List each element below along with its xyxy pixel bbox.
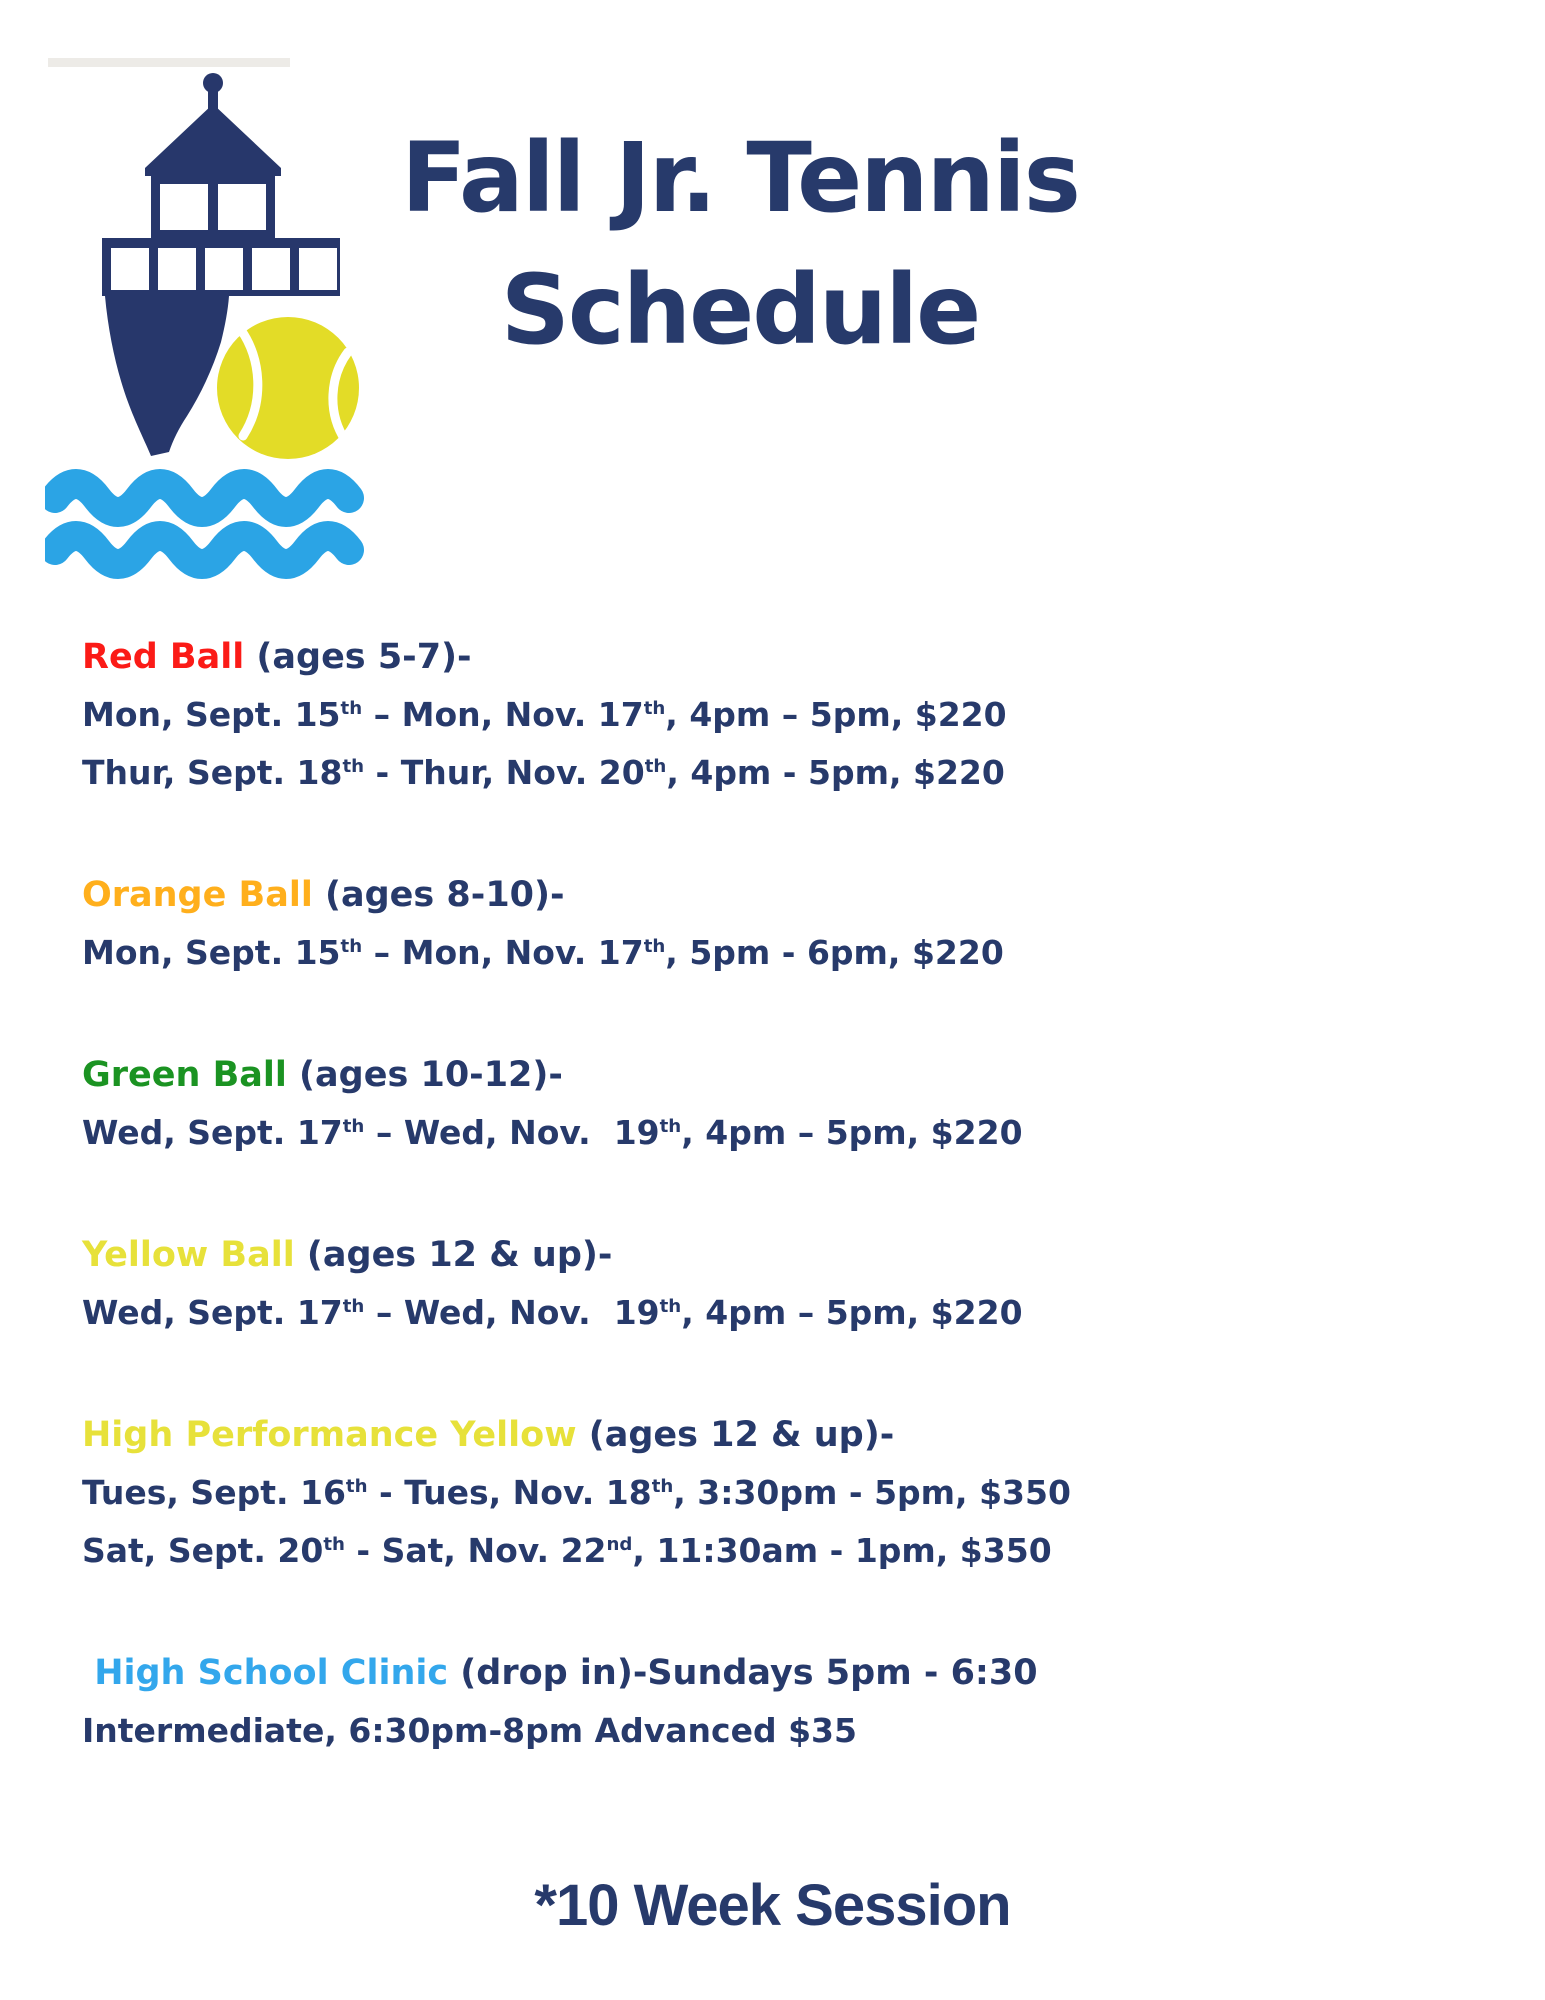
section-label: Green Ball	[82, 1055, 287, 1095]
section-red-ball	[82, 628, 1502, 802]
section-ages: (ages 8-10)-	[312, 875, 565, 915]
section-orange-ball	[82, 866, 1502, 982]
section-header	[82, 1046, 1502, 1104]
section-header	[82, 1226, 1502, 1284]
ordinal-superscript: th	[340, 698, 363, 719]
section-header	[82, 1406, 1502, 1464]
section-label: Yellow Ball	[82, 1235, 295, 1275]
section-high-performance-yellow	[82, 1406, 1502, 1580]
schedule-line: Mon, Sept. 15th – Mon, Nov. 17th, 5pm - 6pm, $220	[82, 933, 1004, 972]
section-label: Red Ball	[82, 637, 245, 677]
section-label: High School Clinic	[82, 1653, 449, 1693]
section-label: Orange Ball	[82, 875, 313, 915]
logo-art-edge	[48, 58, 290, 67]
ordinal-superscript: th	[659, 1116, 682, 1137]
ordinal-superscript: th	[644, 756, 667, 777]
ordinal-superscript: th	[659, 1296, 682, 1317]
schedule-line: Intermediate, 6:30pm-8pm Advanced $35	[82, 1711, 857, 1750]
section-green-ball	[82, 1046, 1502, 1162]
schedule-sections	[82, 628, 1502, 1824]
section-ages: (ages 12 & up)-	[576, 1415, 895, 1455]
title-line-1: Fall Jr. Tennis	[401, 122, 1079, 234]
schedule-line: Tues, Sept. 16th - Tues, Nov. 18th, 3:30pm - 5pm, $350	[82, 1473, 1071, 1512]
section-header	[82, 628, 1502, 686]
section-ages: (ages 12 & up)-	[294, 1235, 613, 1275]
schedule-line: Sat, Sept. 20th - Sat, Nov. 22nd, 11:30am - 1pm, $350	[82, 1531, 1052, 1570]
ordinal-superscript: th	[345, 1476, 368, 1497]
schedule-line: Thur, Sept. 18th - Thur, Nov. 20th, 4pm - 5pm, $220	[82, 753, 1005, 792]
ordinal-superscript: th	[340, 936, 363, 957]
ordinal-superscript: th	[342, 1296, 365, 1317]
ordinal-superscript: th	[323, 1534, 345, 1555]
ordinal-superscript: th	[342, 1116, 365, 1137]
section-header	[82, 866, 1502, 924]
section-yellow-ball	[82, 1226, 1502, 1342]
section-ages: (ages 10-12)-	[286, 1055, 563, 1095]
footer-note: *10 Week Session	[534, 1873, 1011, 1938]
title-line-2: Schedule	[500, 254, 980, 366]
section-header	[82, 1644, 1502, 1702]
section-label: High Performance Yellow	[82, 1415, 577, 1455]
schedule-line: Wed, Sept. 17th – Wed, Nov. 19th, 4pm – 5pm, $220	[82, 1293, 1023, 1332]
section-ages: (ages 5-7)-	[244, 637, 472, 677]
schedule-line: Mon, Sept. 15th – Mon, Nov. 17th, 4pm – 5pm, $220	[82, 695, 1007, 734]
ordinal-superscript: th	[651, 1476, 674, 1497]
ordinal-superscript: th	[342, 756, 365, 777]
section-high-school-clinic	[82, 1644, 1502, 1760]
waves-icon	[55, 484, 349, 564]
ordinal-superscript: nd	[606, 1534, 633, 1555]
page-title	[300, 112, 1180, 376]
ordinal-superscript: th	[643, 936, 666, 957]
ordinal-superscript: th	[643, 698, 666, 719]
schedule-line: Wed, Sept. 17th – Wed, Nov. 19th, 4pm – 5pm, $220	[82, 1113, 1023, 1152]
section-ages: (drop in)-Sundays 5pm - 6:30	[448, 1653, 1038, 1693]
